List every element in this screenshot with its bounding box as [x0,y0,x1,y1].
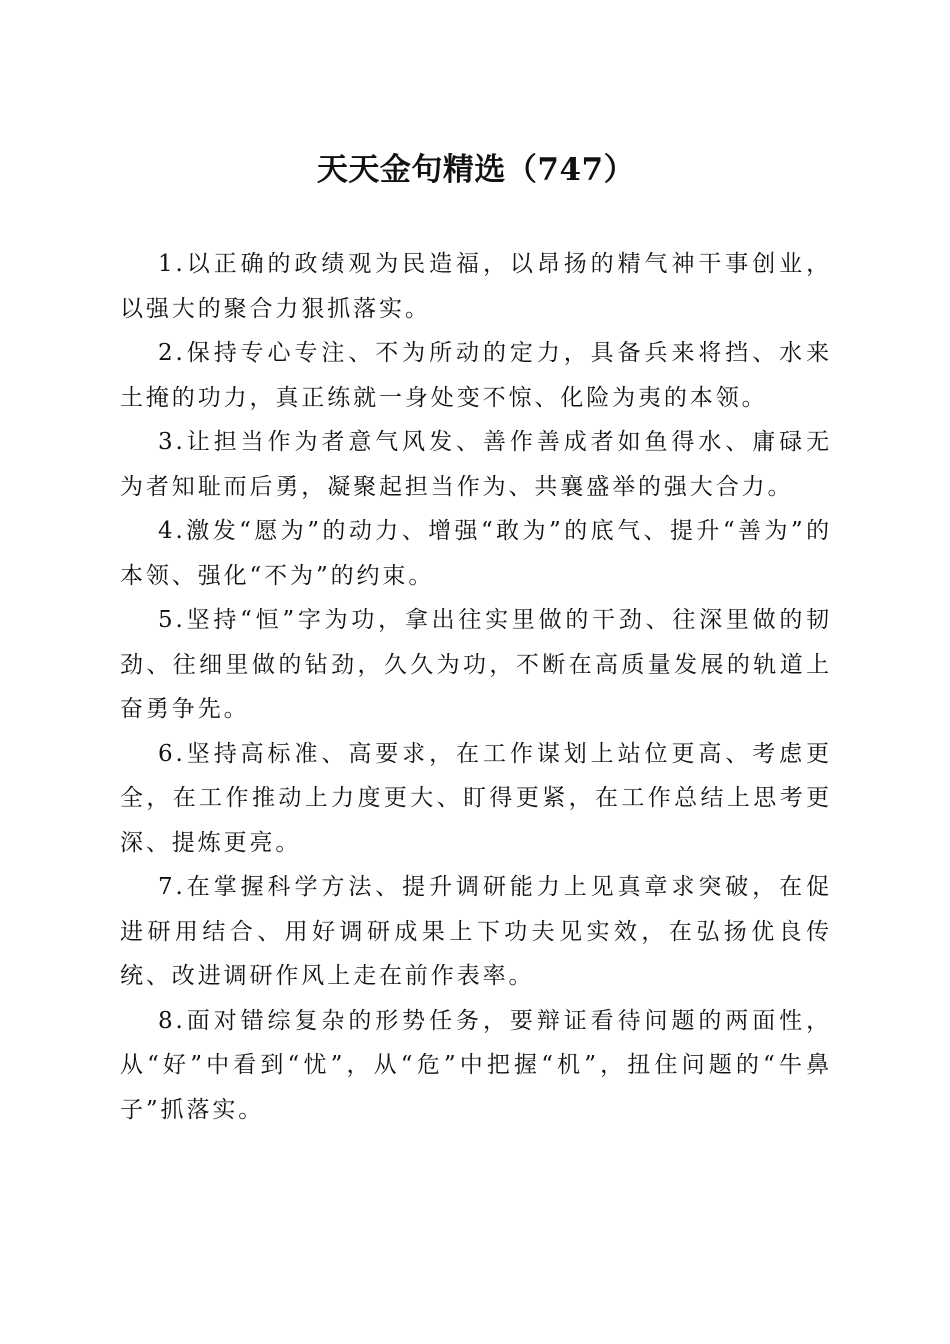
quote-item-3: 3.让担当作为者意气风发、善作善成者如鱼得水、庸碌无为者知耻而后勇，凝聚起担当作为、共襄盛举的强大合力。 [120,429,832,500]
quote-item-4: 4.激发“愿为”的动力、增强“敢为”的底气、提升“善为”的本领、强化“不为”的约束。 [120,518,832,589]
quote-item-6: 6.坚持高标准、高要求，在工作谋划上站位更高、考虑更全，在工作推动上力度更大、盯得更紧，在工作总结上思考更深、提炼更亮。 [120,740,832,856]
quote-item-1: 1.以正确的政绩观为民造福，以昂扬的精气神干事创业，以强大的聚合力狠抓落实。 [120,251,832,322]
quote-item-5: 5.坚持“恒”字为功，拿出往实里做的干劲、往深里做的韧劲、往细里做的钻劲，久久为功，不断在高质量发展的轨道上奋勇争先。 [120,607,832,722]
quote-item-8: 8.面对错综复杂的形势任务，要辩证看待问题的两面性，从“好”中看到“忧”，从“危”中把握“机”，扭住问题的“牛鼻子”抓落实。 [120,1007,832,1123]
document-title: 天天金句精选（747） [316,152,636,188]
quote-list [120,242,832,1132]
quote-item-7: 7.在掌握科学方法、提升调研能力上见真章求突破，在促进研用结合、用好调研成果上下功夫见实效，在弘扬优良传统、改进调研作风上走在前作表率。 [120,874,832,989]
quote-item-2: 2.保持专心专注、不为所动的定力，具备兵来将挡、水来土掩的功力，真正练就一身处变不惊、化险为夷的本领。 [120,340,832,411]
